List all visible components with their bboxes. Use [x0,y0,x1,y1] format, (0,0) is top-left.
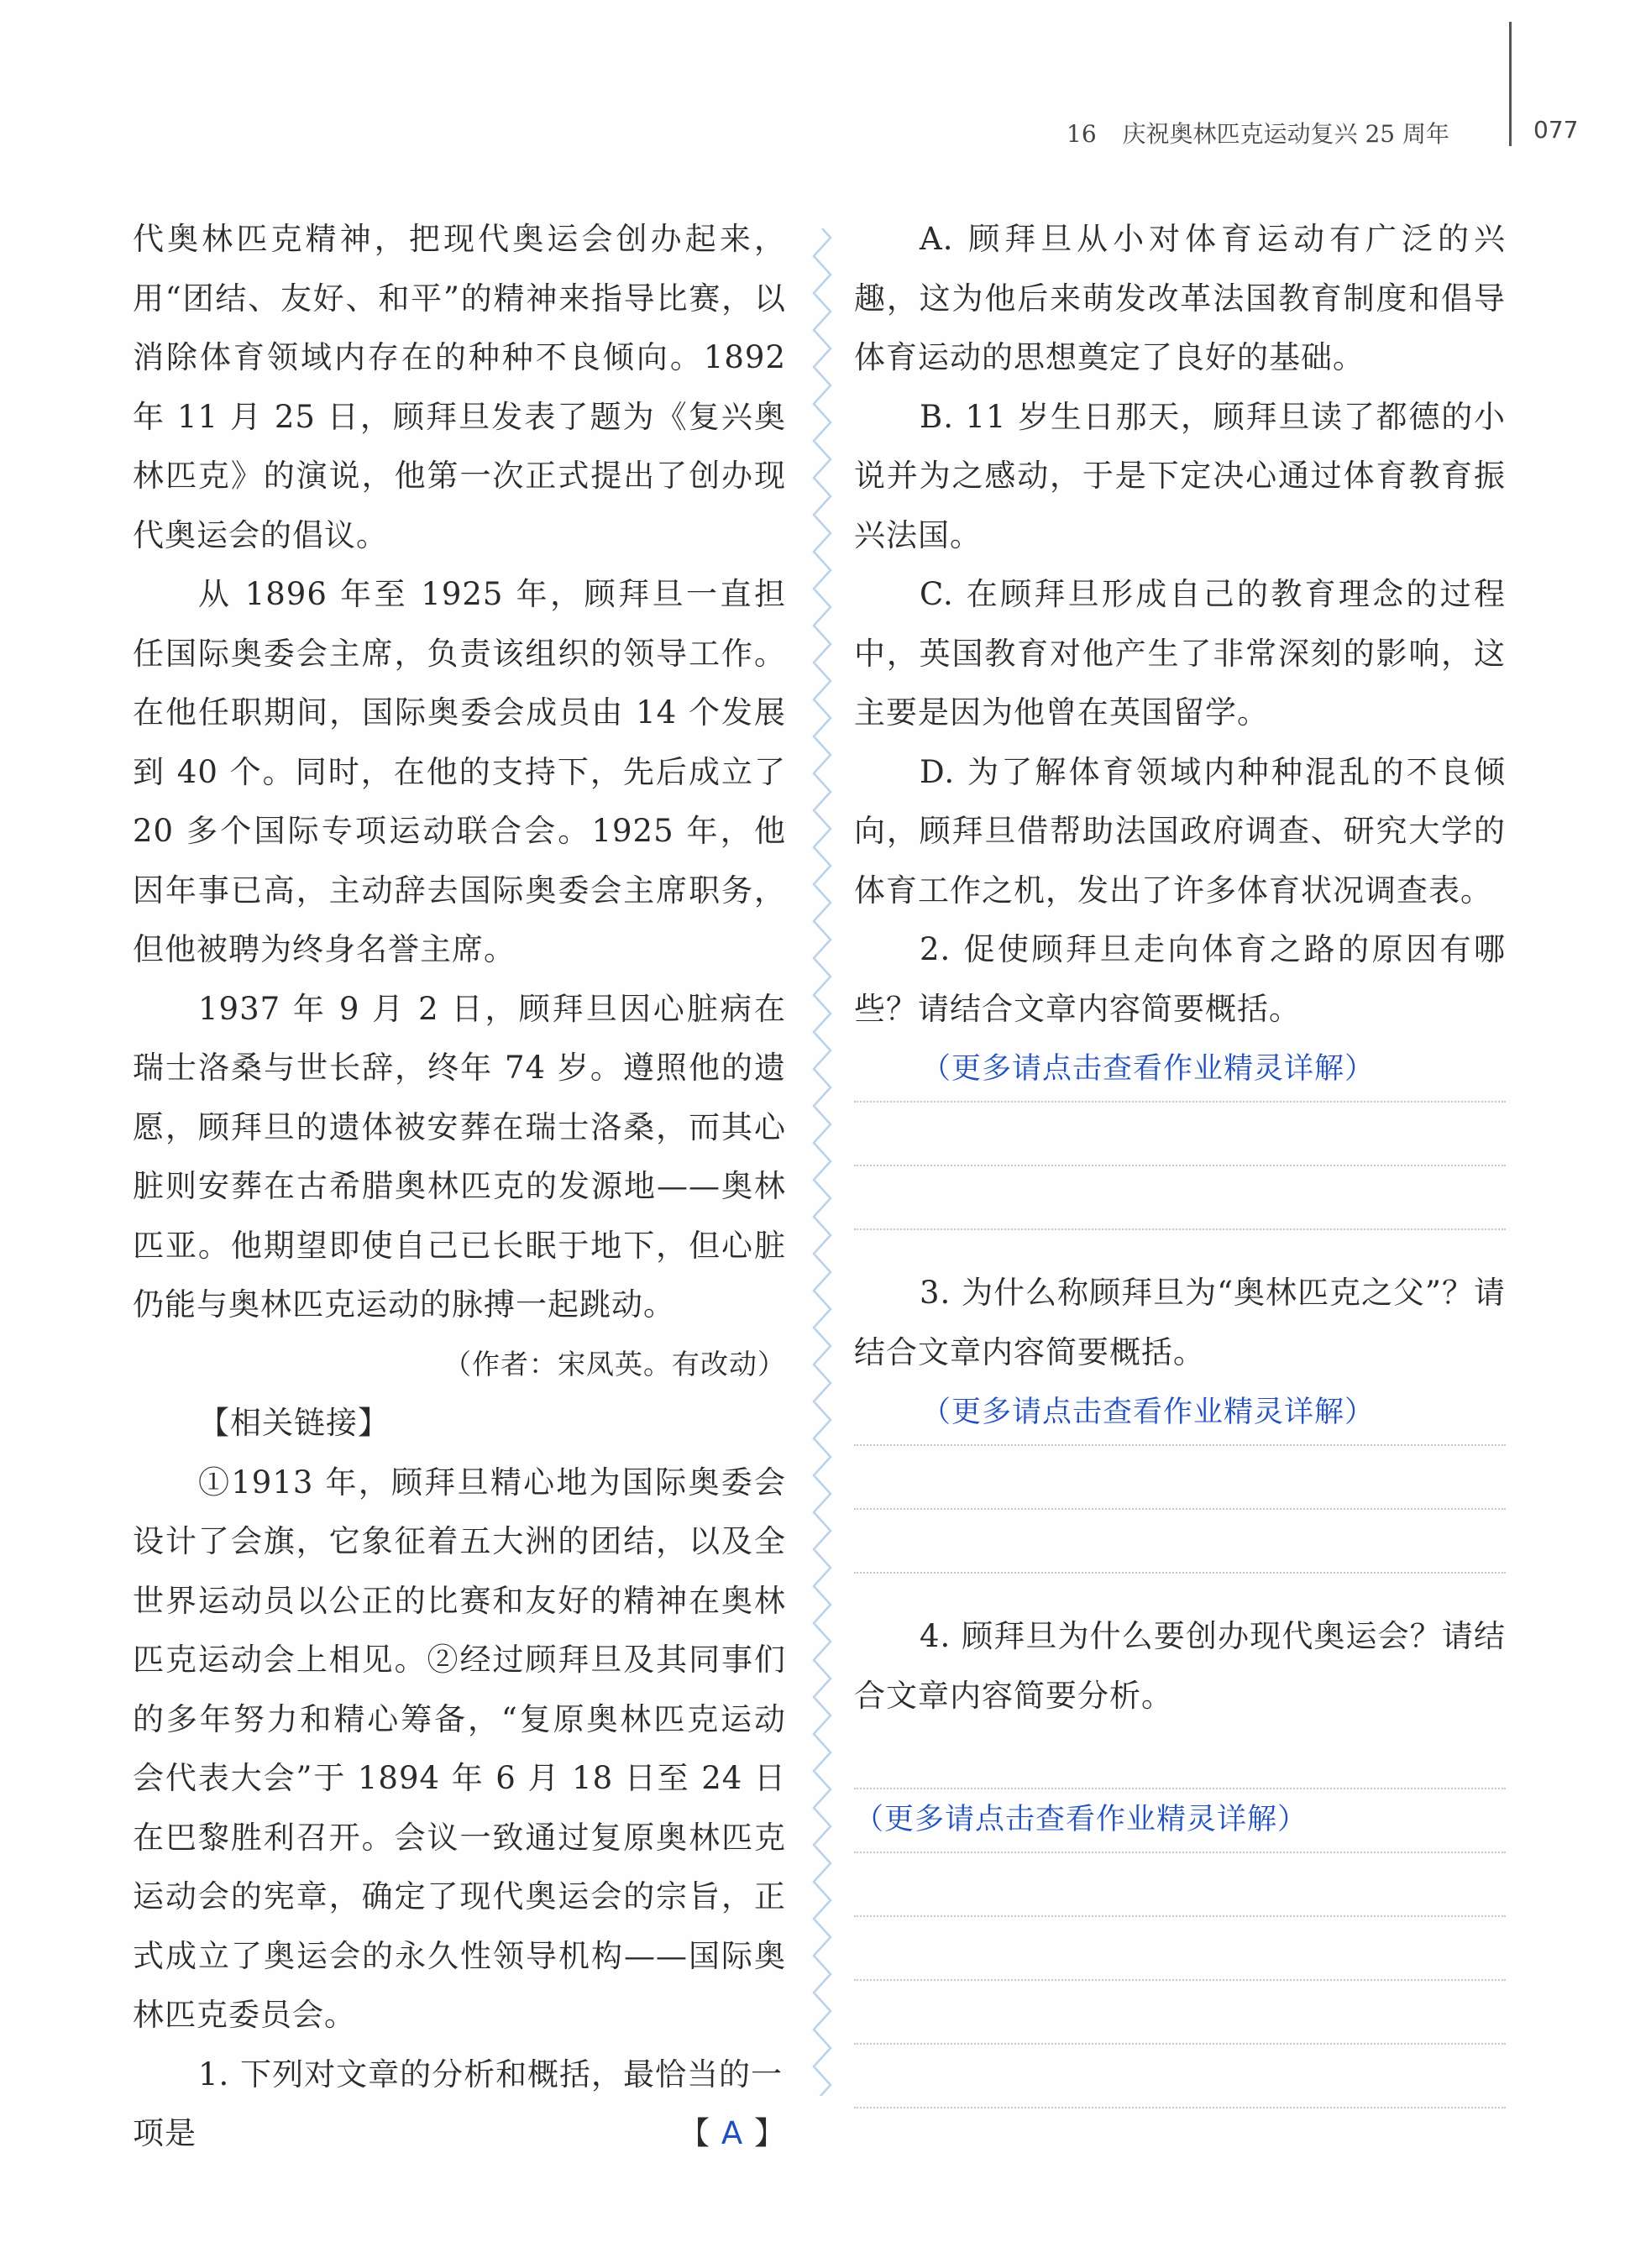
answer-link-q3[interactable]: （更多请点击查看作业精灵详解） [921,1396,1376,1429]
answer-line [854,1981,1506,2045]
answer-line [854,1726,1506,1789]
page-number: 077 [1533,116,1579,144]
paragraph: 从 1896 年至 1925 年，顾拜旦一直担任国际奥委会主席，负责该组织的领导工作。在他任职期间，国际奥委会成员由 14 个发展到 40 个。同时，在他的支持下，先后成立了 20 多个国际专项运动联合会。1925 年，他因年事已高，主动辞去国际奥委会主席职务，但他被聘为终身名誉主席。 [133,576,786,967]
answer-line [854,1853,1506,1917]
answer-line [854,2045,1506,2108]
answer-line [854,1917,1506,1981]
answer-link-q4[interactable]: （更多请点击查看作业精灵详解） [854,1803,1308,1836]
right-column [854,210,1506,2108]
option-a: A. 顾拜旦从小对体育运动有广泛的兴趣，这为他后来萌发改革法国教育制度和倡导体育运动的思想奠定了良好的基础。 [854,221,1506,375]
question-1-tail: 项是 [133,2115,197,2151]
paragraph: 代奥林匹克精神，把现代奥运会创办起来，用“团结、友好、和平”的精神来指导比赛，以消除体育领域内存在的种种不良倾向。1892 年 11 月 25 日，顾拜旦发表了题为《复兴奥林匹克》的演说，他第一次正式提出了创办现代奥运会的倡议。 [133,221,786,553]
chapter-title: 庆祝奥林匹克运动复兴 25 周年 [1122,120,1449,148]
option-c: C. 在顾拜旦形成自己的教育理念的过程中，英国教育对他产生了非常深刻的影响，这主要是因为他曾在英国留学。 [854,576,1506,731]
option-b: B. 11 岁生日那天，顾拜旦读了都德的小说并为之感动，于是下定决心通过体育教育振兴法国。 [854,398,1506,553]
question-1: 1. 下列对文章的分析和概括，最恰当的一 [198,2056,784,2093]
related-link-text: ①1913 年，顾拜旦精心地为国际奥委会设计了会旗，它象征着五大洲的团结，以及全世界运动员以公正的比赛和友好的精神在奥林匹克运动会上相见。②经过顾拜旦及其同事们的多年努力和精心筹备，“复原奥林匹克运动会代表大会”于 1894 年 6 月 18 日至 24 日在巴黎胜利召开。会议一致通过复原奥林匹克运动会的宪章，确定了现代奥运会的宗旨，正式成立了奥运会的永久性领导机构——国际奥林匹克委员会。 [133,1464,786,2033]
answer-value: A [721,2115,744,2151]
question-3: 3. 为什么称顾拜旦为“奥林匹克之父”？请结合文章内容简要概括。 [854,1275,1506,1370]
column-divider [810,228,834,2096]
question-1-line [133,2104,786,2164]
question-2: 2. 促使顾拜旦走向体育之路的原因有哪些？请结合文章内容简要概括。 [854,931,1506,1027]
answer-line [854,1446,1506,1510]
answer-line [854,1510,1506,1574]
question-4: 4. 顾拜旦为什么要创办现代奥运会？请结合文章内容简要分析。 [854,1618,1506,1714]
option-d: D. 为了解体育领域内种种混乱的不良倾向，顾拜旦借帮助法国政府调查、研究大学的体育工作之机，发出了许多体育状况调查表。 [854,753,1506,909]
answer-line [854,1166,1506,1230]
header-divider [1509,22,1512,146]
related-link-heading: 【相关链接】 [198,1405,390,1441]
author-credit: （作者：宋凤英。有改动） [443,1347,786,1380]
chapter-number: 16 [1067,120,1097,148]
paragraph: 1937 年 9 月 2 日，顾拜旦因心脏病在瑞士洛桑与世长辞，终年 74 岁。遵照他的遗愿，顾拜旦的遗体被安葬在瑞士洛桑，而其心脏则安葬在古希腊奥林匹克的发源地——奥林匹亚。他期望即使自己已长眠于地下，但心脏仍能与奥林匹克运动的脉搏一起跳动。 [133,990,786,1323]
answer-bracket: 【 A 】 [679,2115,786,2151]
running-header [1067,116,1449,149]
answer-line [854,1103,1506,1166]
answer-link-q2[interactable]: （更多请点击查看作业精灵详解） [921,1052,1376,1086]
left-column [133,210,786,2164]
